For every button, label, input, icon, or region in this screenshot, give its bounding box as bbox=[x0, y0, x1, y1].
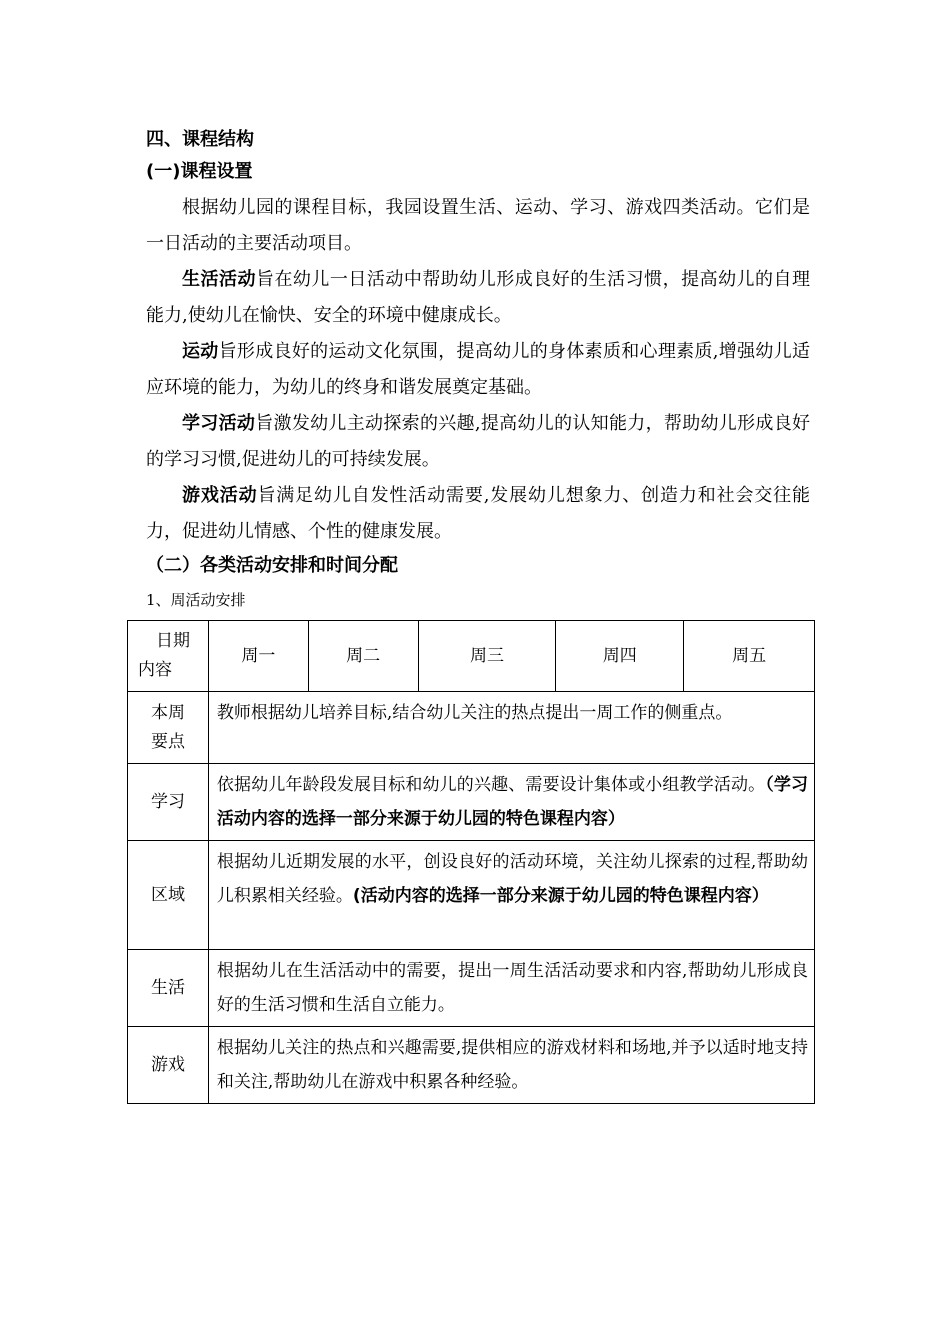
row-text: 依据幼儿年龄段发展目标和幼儿的兴趣、需要设计集体或小组教学活动。 bbox=[216, 775, 766, 795]
row-label bbox=[128, 692, 209, 764]
day-header: 周一 bbox=[208, 621, 308, 692]
row-text: 教师根据幼儿培养目标,结合幼儿关注的热点提出一周工作的侧重点。 bbox=[216, 703, 733, 723]
section-title-schedule: （二）各类活动安排和时间分配 bbox=[146, 555, 398, 576]
row-text: 根据幼儿关注的热点和兴趣需要,提供相应的游戏材料和场地,并予以适时地支持和关注,帮助幼儿在游戏中积累各种经验。 bbox=[216, 1038, 808, 1092]
activity-text: 旨在幼儿一日活动中帮助幼儿形成良好的生活习惯，提高幼儿的自理能力,使幼儿在愉快、安全的环境中健康成长。 bbox=[146, 269, 811, 326]
table-row bbox=[128, 1027, 815, 1104]
row-label: 区域 bbox=[128, 841, 209, 950]
day-header: 周三 bbox=[418, 621, 556, 692]
table-row bbox=[128, 841, 815, 950]
row-label: 游戏 bbox=[128, 1027, 209, 1104]
row-text: 根据幼儿在生活活动中的需要，提出一周生活活动要求和内容,帮助幼儿形成良好的生活习惯和生活自立能力。 bbox=[216, 961, 808, 1015]
weekly-schedule-table bbox=[127, 620, 815, 1104]
table-row bbox=[128, 692, 815, 764]
activity-name: 运动 bbox=[182, 341, 219, 362]
row-content bbox=[208, 841, 814, 950]
corner-date-label: 日期 bbox=[156, 631, 190, 651]
table-row bbox=[128, 764, 815, 841]
row-content bbox=[208, 764, 814, 841]
table-header-row bbox=[128, 621, 815, 692]
activity-name: 游戏活动 bbox=[182, 485, 258, 506]
corner-content-label: 内容 bbox=[138, 660, 172, 680]
section-title-course-setup: (一)课程设置 bbox=[146, 161, 253, 182]
subsection-title: 1、周活动安排 bbox=[146, 591, 246, 609]
row-label: 学习 bbox=[128, 764, 209, 841]
row-bold-note: （学习活动内容的选择一部分来源于幼儿园的特色课程内容） bbox=[216, 775, 809, 829]
row-label-text bbox=[151, 703, 185, 752]
day-header: 周二 bbox=[308, 621, 418, 692]
activity-paragraph-life bbox=[146, 262, 810, 334]
activity-paragraph-game bbox=[146, 478, 810, 550]
row-label-line: 要点 bbox=[150, 731, 185, 752]
row-content bbox=[208, 950, 814, 1027]
day-header: 周四 bbox=[556, 621, 684, 692]
activity-paragraph-study bbox=[146, 406, 810, 478]
activity-paragraph-sport bbox=[146, 334, 810, 406]
row-label-line: 本周 bbox=[150, 702, 185, 723]
activity-text: 旨满足幼儿自发性活动需要,发展幼儿想象力、创造力和社会交往能力，促进幼儿情感、个性的健康发展。 bbox=[146, 485, 811, 542]
corner-cell bbox=[128, 621, 209, 692]
day-header: 周五 bbox=[684, 621, 815, 692]
row-text: 根据幼儿近期发展的水平，创设良好的活动环境，关注幼儿探索的过程,帮助幼儿积累相关经验。 bbox=[216, 852, 808, 906]
table-row bbox=[128, 950, 815, 1027]
activity-name: 生活活动 bbox=[182, 269, 256, 290]
intro-paragraph: 根据幼儿园的课程目标，我园设置生活、运动、学习、游戏四类活动。它们是一日活动的主要活动项目。 bbox=[146, 197, 810, 254]
heading-main: 四、课程结构 bbox=[146, 129, 254, 150]
row-bold-note: (活动内容的选择一部分来源于幼儿园的特色课程内容） bbox=[352, 886, 769, 906]
row-content bbox=[208, 1027, 814, 1104]
row-label: 生活 bbox=[128, 950, 209, 1027]
activity-name: 学习活动 bbox=[182, 413, 256, 434]
activity-text: 旨形成良好的运动文化氛围，提高幼儿的身体素质和心理素质,增强幼儿适应环境的能力，为幼儿的终身和谐发展奠定基础。 bbox=[146, 341, 811, 398]
activity-text: 旨激发幼儿主动探索的兴趣,提高幼儿的认知能力，帮助幼儿形成良好的学习习惯,促进幼儿的可持续发展。 bbox=[146, 413, 811, 470]
row-content bbox=[208, 692, 814, 764]
